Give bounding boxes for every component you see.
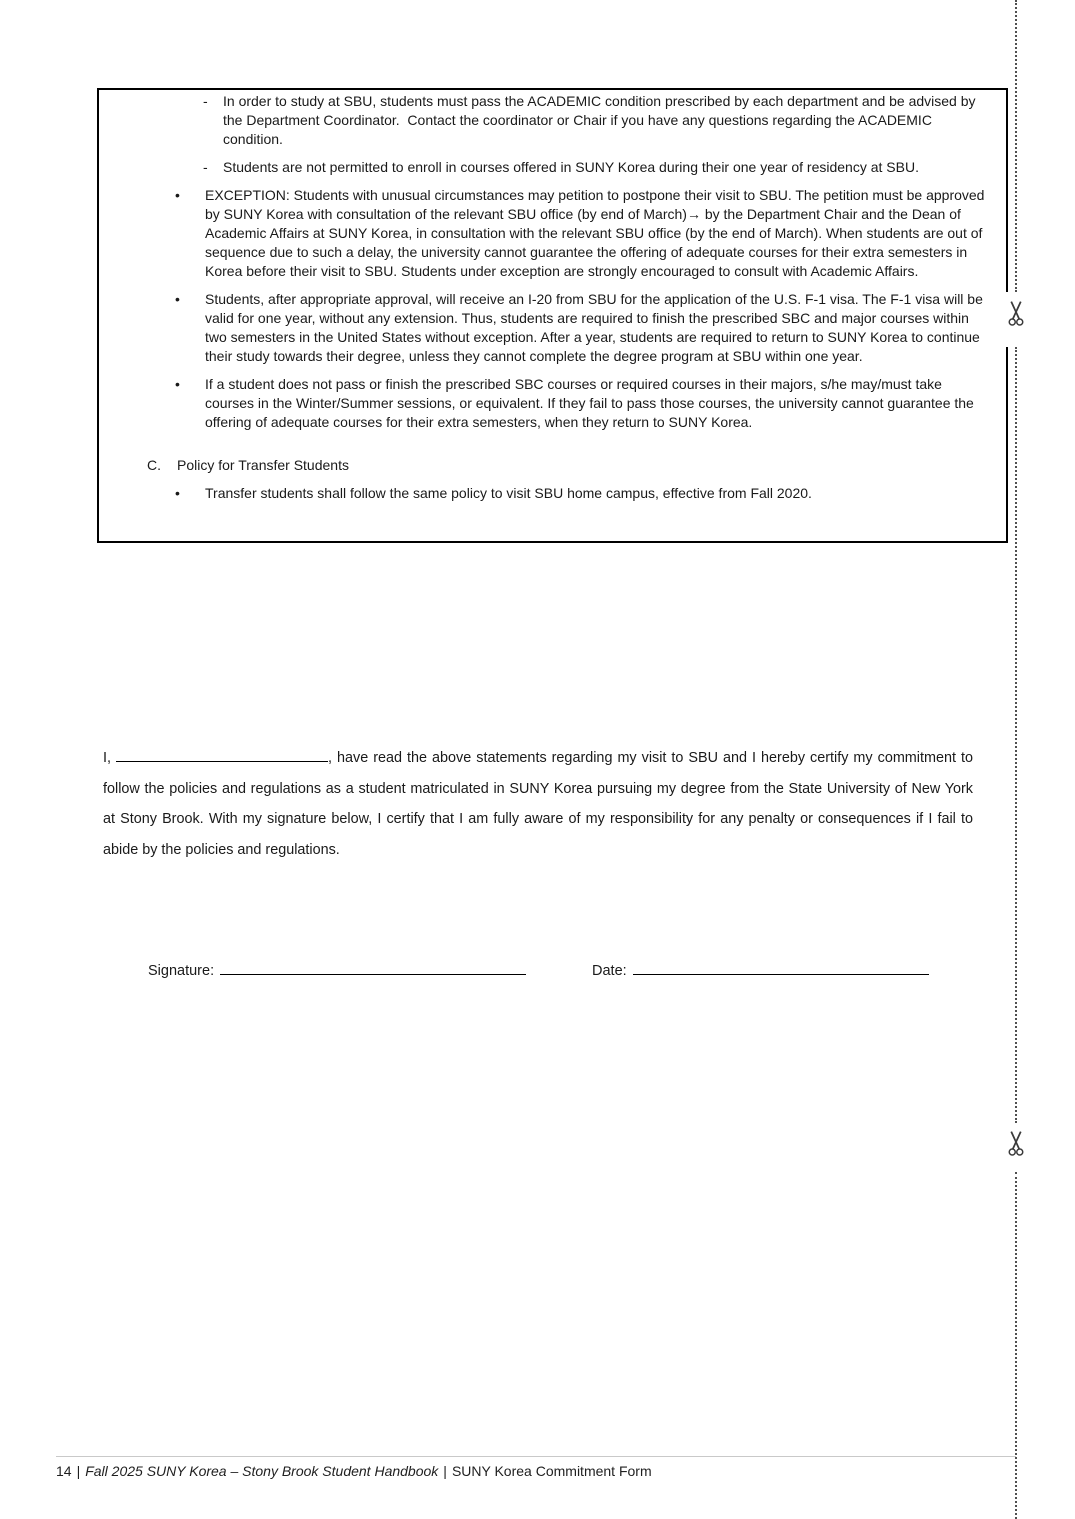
date-label: Date: <box>592 963 627 979</box>
date-line <box>633 960 929 975</box>
page-footer <box>56 1463 652 1479</box>
signature-line <box>220 960 526 975</box>
commitment-statement: , have read the above statements regarding my visit to SBU and I hereby certify my commitment to follow the policies and regulations as a student matriculated in SUNY Korea pursuing my degree from the State University of New York at Stony Brook. With my signature below, I certify that I am fully aware of my responsibility for any penalty or consequences if I fail to abide by the policies and regulations. <box>103 750 973 858</box>
bullet-marker: • <box>175 291 180 307</box>
section-label: C. <box>147 457 161 473</box>
list-item-text: Students are not permitted to enroll in courses offered in SUNY Korea during their one year of residency at SBU. <box>223 159 919 175</box>
footer-divider <box>56 1456 1016 1457</box>
signature-row <box>148 960 526 979</box>
bullet-marker: • <box>175 187 180 203</box>
bullet-marker: • <box>175 376 180 392</box>
dash-marker: - <box>203 159 208 175</box>
cut-here-dotted-line <box>1015 1172 1017 1519</box>
policy-box <box>97 88 1008 543</box>
list-item <box>203 158 1006 177</box>
footer-handbook-title: Fall 2025 SUNY Korea – Stony Brook Student Handbook <box>85 1463 439 1479</box>
bullet-marker: • <box>175 485 180 501</box>
list-item <box>175 290 1006 366</box>
section-heading <box>147 456 1006 475</box>
footer-separator: | <box>443 1463 447 1479</box>
signature-label: Signature: <box>148 963 215 979</box>
list-item-text: Students, after appropriate approval, will receive an I-20 from SBU for the application of the U.S. F-1 visa. The F-1 visa will be valid for one year, without any extension. Thus, students are required to finish the prescribed SBC and major courses within two semesters in the United States without exception. After a year, students are required to return to SUNY Korea to continue their study towards their degree, unless they cannot complete the degree program at SBU within one year. <box>205 291 987 364</box>
commitment-lead-in: I, <box>103 750 111 766</box>
cut-here-dotted-line <box>1015 347 1017 1123</box>
date-row <box>592 960 929 979</box>
list-item <box>175 375 1006 432</box>
dash-marker: - <box>203 93 208 109</box>
section-title: Policy for Transfer Students <box>177 457 349 473</box>
list-item-text: Transfer students shall follow the same policy to visit SBU home campus, effective from Fall 2020. <box>205 485 812 501</box>
list-item <box>175 186 1006 281</box>
footer-form-name: SUNY Korea Commitment Form <box>451 1463 652 1479</box>
list-item-text: EXCEPTION: Students with unusual circumstances may petition to postpone their visit to SBU. The petition must be approved by SUNY Korea with consultation of the relevant SBU office (by end of March)→ by the Department Chair and the Dean of Academic Affairs at SUNY Korea, in consultation with the relevant SBU office (by the end of March). When students are out of sequence due to such a delay, the university cannot guarantee the offering of adequate courses for their extra semesters in Korea before their visit to SBU. Students under exception are strongly encouraged to consult with Academic Affairs. <box>205 187 989 279</box>
name-blank-field <box>116 747 328 762</box>
scissors-icon <box>1007 1131 1025 1156</box>
list-item-text: If a student does not pass or finish the prescribed SBC courses or required courses in their majors, s/he may/must take courses in the Winter/Summer sessions, or equivalent. If they fail to pass those courses, the university cannot guarantee the offering of adequate courses for their extra semesters, when they return to SUNY Korea. <box>205 376 978 430</box>
list-item <box>203 92 1006 149</box>
scissors-icon <box>1007 301 1025 326</box>
footer-separator: | <box>76 1463 81 1479</box>
footer-page-number: 14 <box>56 1463 72 1479</box>
list-item <box>175 484 1006 503</box>
commitment-paragraph <box>103 743 973 865</box>
list-item-text: In order to study at SBU, students must pass the ACADEMIC condition prescribed by each department and be advised by the Department Coordinator. Contact the coordinator or Chair if you have any questions regarding the ACADEMIC condition. <box>223 93 980 147</box>
cut-here-dotted-line <box>1015 0 1017 292</box>
